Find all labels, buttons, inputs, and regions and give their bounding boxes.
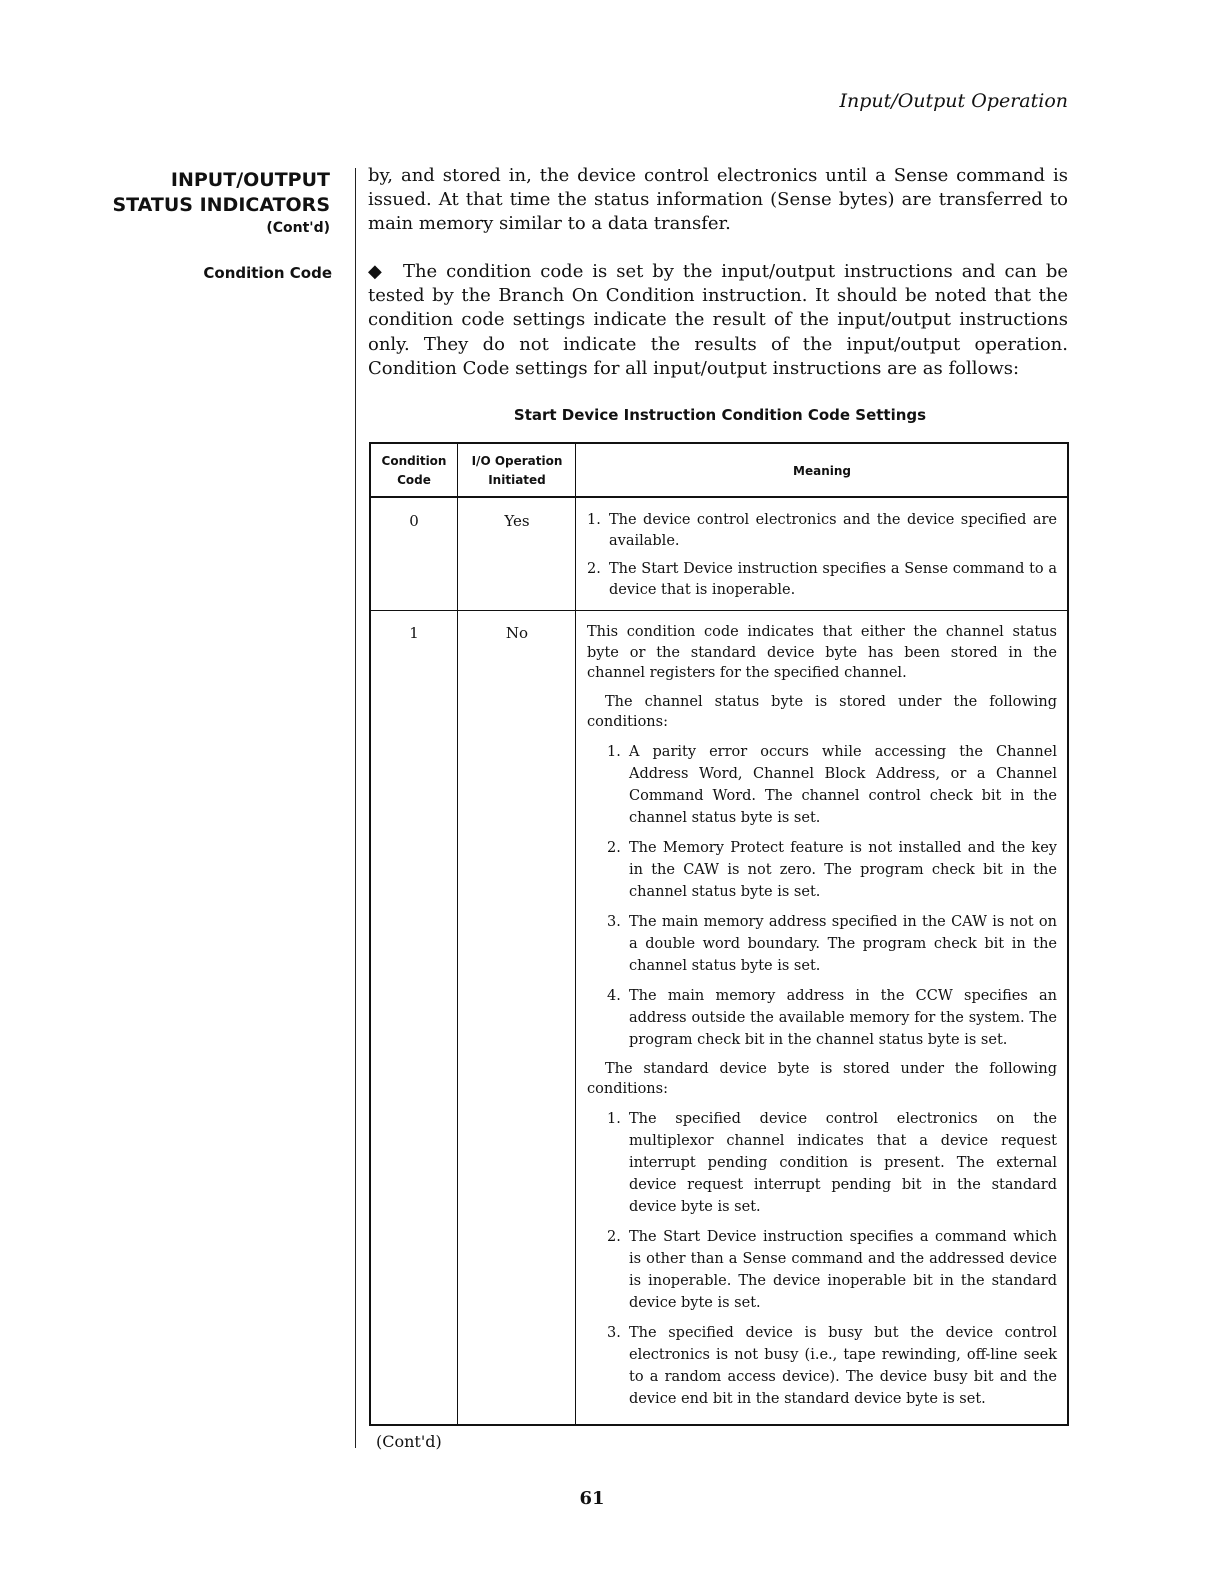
table-title: Start Device Instruction Condition Code Settings bbox=[513, 406, 927, 424]
body-paragraph-1: by, and stored in, the device control electronics until a Sense command is issued. At that time the status information (Sense bytes) are transferred to main memory similar to a data transfer. bbox=[368, 165, 1068, 235]
standard-device-list bbox=[587, 1108, 1057, 1410]
row1-initiated: No bbox=[505, 624, 529, 642]
row1-meaning bbox=[587, 622, 1057, 1418]
table-column-divider bbox=[457, 444, 458, 1424]
subsection-heading: Condition Code bbox=[203, 264, 332, 282]
margin-rule bbox=[355, 168, 356, 1448]
table-column-divider bbox=[575, 444, 576, 1424]
table-header-divider bbox=[371, 496, 1067, 498]
continued-note: (Cont'd) bbox=[376, 1432, 442, 1451]
section-heading-contd: (Cont'd) bbox=[266, 220, 330, 236]
header-io-initiated: I/O Operation Initiated bbox=[471, 454, 563, 487]
section-heading bbox=[60, 168, 330, 238]
section-heading-line1: INPUT/OUTPUT bbox=[170, 169, 330, 191]
list-item: 1. The device control electronics and the device specified are available. bbox=[587, 512, 1057, 549]
row0-meaning bbox=[587, 510, 1057, 608]
row0-initiated: Yes bbox=[504, 512, 530, 530]
channel-status-list bbox=[587, 741, 1057, 1051]
list-item: 1. A parity error occurs while accessing the Channel Address Word, Channel Block Address, or a Channel Command Word. The channel control check bit in the channel status byte is set. bbox=[607, 743, 1057, 826]
list-item: 3. The specified device is busy but the device control electronics is not busy (i.e., tape rewinding, off-line seek to a random access device). The device busy bit and the device end bit in the standard device byte is set. bbox=[607, 1324, 1057, 1407]
paragraph-2-text: The condition code is set by the input/output instructions and can be tested by the Branch On Condition instruction. It should be noted that the condition code settings indicate the result of the input/output instructions only. They do not indicate the results of the input/output operation. Condition Code settings for all input/output instructions are as follows: bbox=[368, 261, 1068, 379]
channel-status-intro: The channel status byte is stored under the following conditions: bbox=[587, 693, 1057, 730]
body-paragraph-2 bbox=[368, 260, 1068, 381]
row0-code: 0 bbox=[409, 512, 419, 530]
row1-code: 1 bbox=[409, 624, 419, 642]
list-item: 2. The Start Device instruction specifies a Sense command to a device that is inoperable. bbox=[587, 561, 1057, 598]
list-item: 1. The specified device control electronics on the multiplexor channel indicates that a device request interrupt pending condition is present. The external device request interrupt pending bit in the standard device byte is set. bbox=[607, 1110, 1057, 1215]
list-item: 3. The main memory address specified in the CAW is not on a double word boundary. The program check bit in the channel status byte is set. bbox=[607, 913, 1057, 974]
header-condition-code: Condition Code bbox=[381, 454, 447, 487]
condition-code-table bbox=[369, 442, 1069, 1426]
row1-intro: This condition code indicates that either the channel status byte or the standard device byte has been stored in the channel registers for the specified channel. bbox=[587, 624, 1057, 681]
page-number: 61 bbox=[579, 1488, 605, 1509]
running-head: Input/Output Operation bbox=[839, 90, 1068, 112]
list-item: 4. The main memory address in the CCW specifies an address outside the available memory for the system. The program check bit in the channel status byte is set. bbox=[607, 987, 1057, 1048]
header-meaning: Meaning bbox=[793, 463, 851, 478]
diamond-bullet-icon: ◆ bbox=[368, 261, 386, 282]
table-row-divider bbox=[371, 610, 1067, 611]
section-heading-line2: STATUS INDICATORS bbox=[112, 194, 330, 216]
list-item: 2. The Start Device instruction specifies a command which is other than a Sense command and the addressed device is inoperable. The device inoperable bit in the standard device byte is set. bbox=[607, 1228, 1057, 1311]
standard-device-intro: The standard device byte is stored under the following conditions: bbox=[587, 1060, 1057, 1097]
list-item: 2. The Memory Protect feature is not installed and the key in the CAW is not zero. The program check bit in the channel status byte is set. bbox=[607, 839, 1057, 900]
